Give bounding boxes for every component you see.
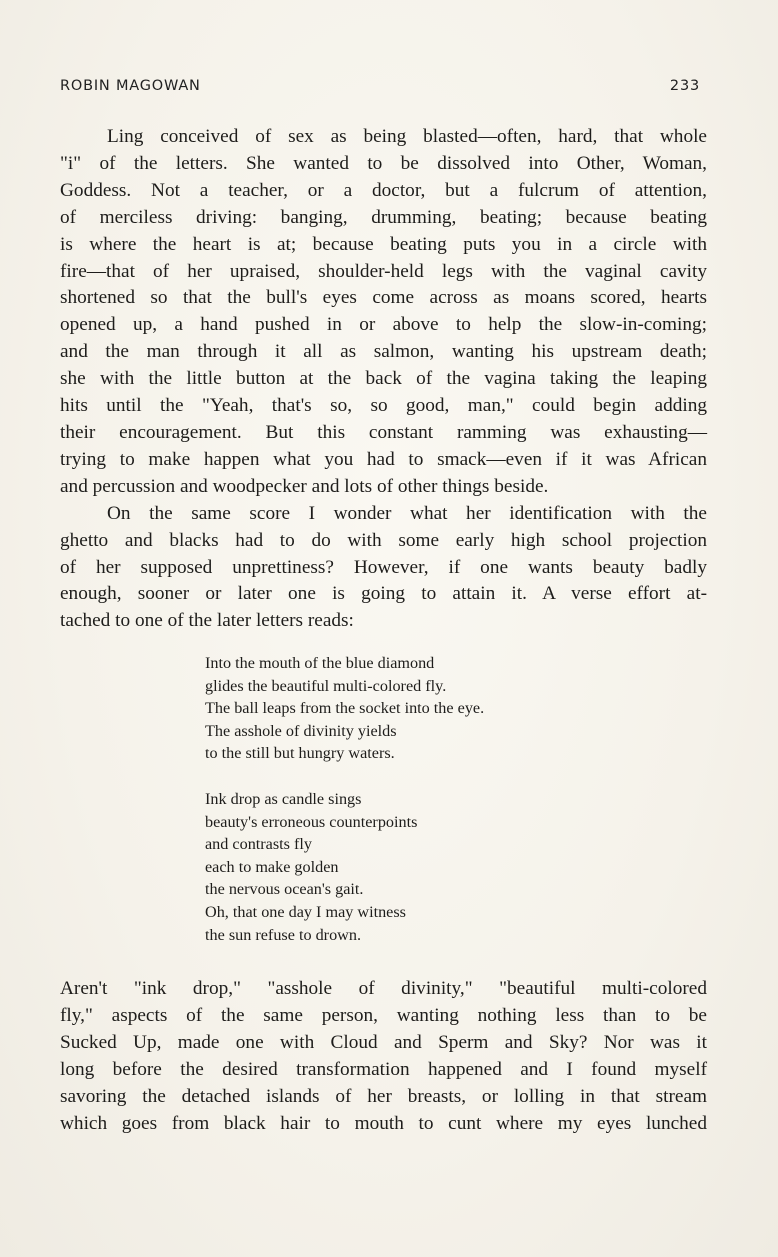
text-line: trying to make happen what you had to smack—even if it was African bbox=[60, 448, 707, 470]
text-line: and percussion and woodpecker and lots of other things beside. bbox=[60, 475, 549, 497]
text-line: On the same score I wonder what her identification with the bbox=[107, 502, 707, 524]
paragraph-1 bbox=[60, 124, 707, 501]
poem-line: and contrasts fly bbox=[205, 835, 312, 854]
poem-line: Ink drop as candle sings bbox=[205, 790, 362, 808]
text-line: savoring the detached islands of her breasts, or lolling in that stream bbox=[60, 1085, 707, 1107]
poem-line: glides the beautiful multi-colored fly. bbox=[205, 676, 447, 695]
main-text bbox=[60, 124, 707, 635]
text-line: Aren't "ink drop," "asshole of divinity," "beautiful multi-colored bbox=[60, 978, 707, 999]
text-line: ghetto and blacks had to do with some early high school projection bbox=[60, 529, 707, 551]
poem-line: beauty's erroneous counterpoints bbox=[205, 812, 418, 831]
poem-line: Into the mouth of the blue diamond bbox=[205, 654, 435, 672]
text-line: and the man through it all as salmon, wanting his upstream death; bbox=[60, 341, 707, 363]
poem-line: The ball leaps from the socket into the eye. bbox=[205, 699, 485, 718]
text-line: which goes from black hair to mouth to cunt where my eyes lunched bbox=[60, 1112, 707, 1134]
text-line: she with the little button at the back of the vagina taking the leaping bbox=[60, 368, 707, 390]
poem-stanza-2 bbox=[205, 788, 417, 946]
poem-line: the nervous ocean's gait. bbox=[205, 880, 364, 899]
text-line: Goddess. Not a teacher, or a doctor, but a fulcrum of attention, bbox=[60, 179, 707, 201]
page-number: 233 bbox=[669, 78, 700, 94]
poem-line: Oh, that one day I may witness bbox=[205, 902, 406, 921]
poem-line: The asshole of divinity yields bbox=[205, 721, 397, 740]
text-line: long before the desired transformation happened and I found myself bbox=[60, 1058, 707, 1080]
text-line: "i" of the letters. She wanted to be dissolved into Other, Woman, bbox=[60, 152, 707, 174]
text-line: their encouragement. But this constant ramming was exhausting— bbox=[60, 421, 707, 443]
text-line: fly," aspects of the same person, wanting nothing less than to be bbox=[60, 1004, 707, 1026]
poem-line: each to make golden bbox=[205, 857, 339, 876]
text-line: of merciless driving: banging, drumming, beating; because beating bbox=[60, 206, 707, 228]
paragraph-3 bbox=[60, 976, 707, 1137]
running-head-author: ROBIN MAGOWAN bbox=[60, 78, 201, 94]
text-line: opened up, a hand pushed in or above to help the slow-in-coming; bbox=[60, 314, 707, 336]
text-line: hits until the "Yeah, that's so, so good, man," could begin adding bbox=[60, 395, 707, 417]
text-line: fire—that of her upraised, shoulder-held legs with the vaginal cavity bbox=[60, 260, 707, 282]
text-line: enough, sooner or later one is going to attain it. A verse effort at- bbox=[60, 583, 707, 605]
paragraph-2 bbox=[60, 501, 707, 636]
poem-line: the sun refuse to drown. bbox=[205, 925, 361, 944]
text-line: is where the heart is at; because beating puts you in a circle with bbox=[60, 233, 707, 255]
text-line: Ling conceived of sex as being blasted—often, hard, that whole bbox=[107, 126, 707, 147]
text-line: of her supposed unprettiness? However, if one wants beauty badly bbox=[60, 556, 707, 578]
poem-line: to the still but hungry waters. bbox=[205, 744, 395, 763]
running-header bbox=[60, 78, 700, 94]
text-line: shortened so that the bull's eyes come across as moans scored, hearts bbox=[60, 287, 707, 309]
text-line: tached to one of the later letters reads: bbox=[60, 610, 354, 632]
text-line: Sucked Up, made one with Cloud and Sperm and Sky? Nor was it bbox=[60, 1031, 707, 1053]
poem-stanza-1 bbox=[205, 652, 484, 765]
